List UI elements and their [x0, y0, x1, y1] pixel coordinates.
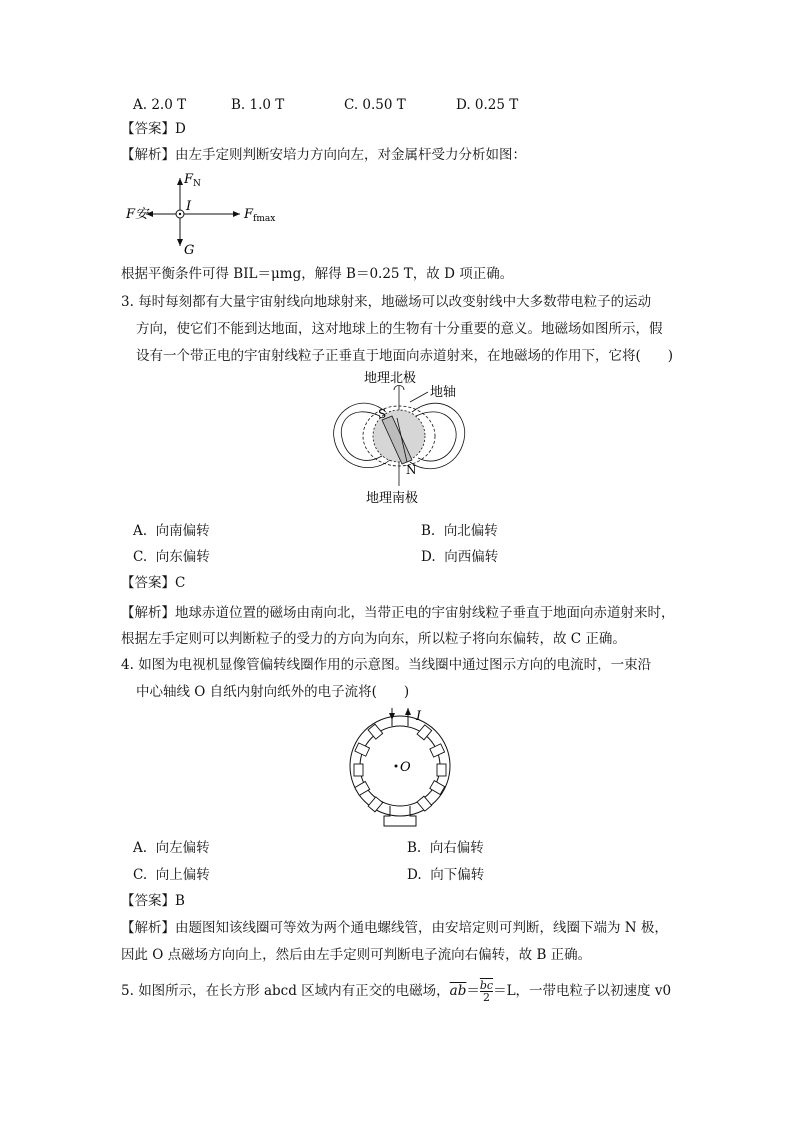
q3-stem-line-1: 3. 每时每刻都有大量宇宙射线向地球射来，地磁场可以改变射线中大多数带电粒子的运动	[121, 294, 652, 310]
q4-stem-line-1: 4. 如图为电视机显像管偏转线圈作用的示意图。当线圈中通过图示方向的电流时，一束沿	[121, 657, 652, 673]
q3-stem-line-3: 设有一个带正电的宇宙射线粒子正垂直于地面向赤道射来，在地磁场的作用下，它将( )	[136, 348, 674, 364]
q5-number: 5.	[121, 983, 134, 999]
q3-stem-line-2: 方向，使它们不能到达地面，这对地球上的生物有十分重要的意义。地磁场如图所示，假	[136, 321, 663, 337]
q5-fraction: $\frac{\overline{bc}}{2}$	[479, 979, 494, 1004]
q4-option-b: B. 向右偏转	[407, 840, 484, 856]
q4-option-c: C. 向上偏转	[133, 867, 210, 883]
q4-option-a: A. 向左偏转	[133, 840, 210, 856]
deflection-coil-figure	[340, 700, 456, 828]
fn-label: $F_N$	[184, 172, 201, 189]
center-axis-label: O	[400, 760, 411, 775]
current-label: I	[186, 199, 192, 214]
q2-option-a: A. 2.0 T	[133, 97, 187, 113]
g-label: G	[184, 243, 195, 258]
q2-option-c: C. 0.50 T	[344, 97, 406, 113]
q4-stem-line-2: 中心轴线 O 自纸内射向纸外的电子流将( )	[136, 684, 410, 700]
q3-option-b: B. 向北偏转	[421, 523, 498, 539]
q3-analysis-line-2: 根据左手定则可以判断粒子的受力的方向为向东，所以粒子将向东偏转，故 C 正确。	[121, 631, 626, 647]
current-label: I	[416, 709, 422, 724]
answer-label: 【答案】	[121, 893, 175, 909]
answer-value: B	[175, 893, 185, 909]
q4-number: 4.	[121, 657, 134, 673]
analysis-label: 【解析】	[121, 605, 175, 621]
q5-ab: $\overline{ab}$	[449, 983, 467, 999]
q3-answer	[121, 574, 185, 592]
answer-value: D	[175, 121, 186, 137]
q3-analysis-line-1: 【解析】地球赤道位置的磁场由南向北，当带正电的宇宙射线粒子垂直于地面向赤道射来时，	[121, 605, 675, 621]
q2-conclusion: 根据平衡条件可得 BIL＝μmg，解得 B＝0.25 T，故 D 项正确。	[121, 266, 514, 282]
q4-answer	[121, 892, 185, 910]
geomagnetic-field-figure	[330, 368, 470, 508]
answer-label: 【答案】	[121, 121, 175, 137]
q3-option-a: A. 向南偏转	[133, 523, 210, 539]
analysis-text: 由左手定则判断安培力方向向左，对金属杆受力分析如图：	[175, 147, 526, 163]
ffmax-label: $F_{fmax}$	[244, 207, 276, 224]
geographic-south-label: 地理南极	[366, 491, 419, 506]
q4-analysis-line-1: 【解析】由题图知该线圈可等效为两个通电螺线管，由安培定则可判断，线圈下端为 N 极，	[121, 920, 668, 936]
q2-answer	[121, 120, 186, 138]
force-diagram	[118, 168, 276, 258]
q3-number: 3.	[121, 294, 134, 310]
analysis-label: 【解析】	[121, 147, 175, 163]
q5-stem-line-1: 5. 如图所示，在长方形 abcd 区域内有正交的电磁场，$\overline{ab}=$ $\frac{\overline{bc}}{2}$ ＝L，一带电粒子以初速度 v0	[121, 979, 672, 1004]
answer-label: 【答案】	[121, 575, 175, 591]
q4-analysis-line-2: 因此 O 点磁场方向向上，然后由左手定则可判断电子流向右偏转，故 B 正确。	[121, 947, 592, 963]
q2-option-b: B. 1.0 T	[231, 97, 285, 113]
q3-option-c: C. 向东偏转	[133, 549, 210, 565]
south-pole-label: S	[378, 407, 387, 421]
geographic-north-label: 地理北极	[364, 371, 417, 386]
q2-analysis	[121, 146, 526, 164]
earth-axis-label: 地轴	[430, 385, 457, 400]
analysis-label: 【解析】	[121, 920, 175, 936]
q3-option-d: D. 向西偏转	[421, 549, 499, 565]
north-pole-label: N	[406, 463, 417, 477]
q2-option-d: D. 0.25 T	[456, 97, 519, 113]
q4-option-d: D. 向下偏转	[407, 867, 485, 883]
answer-value: C	[175, 575, 186, 591]
fan-label: F安	[126, 207, 149, 222]
